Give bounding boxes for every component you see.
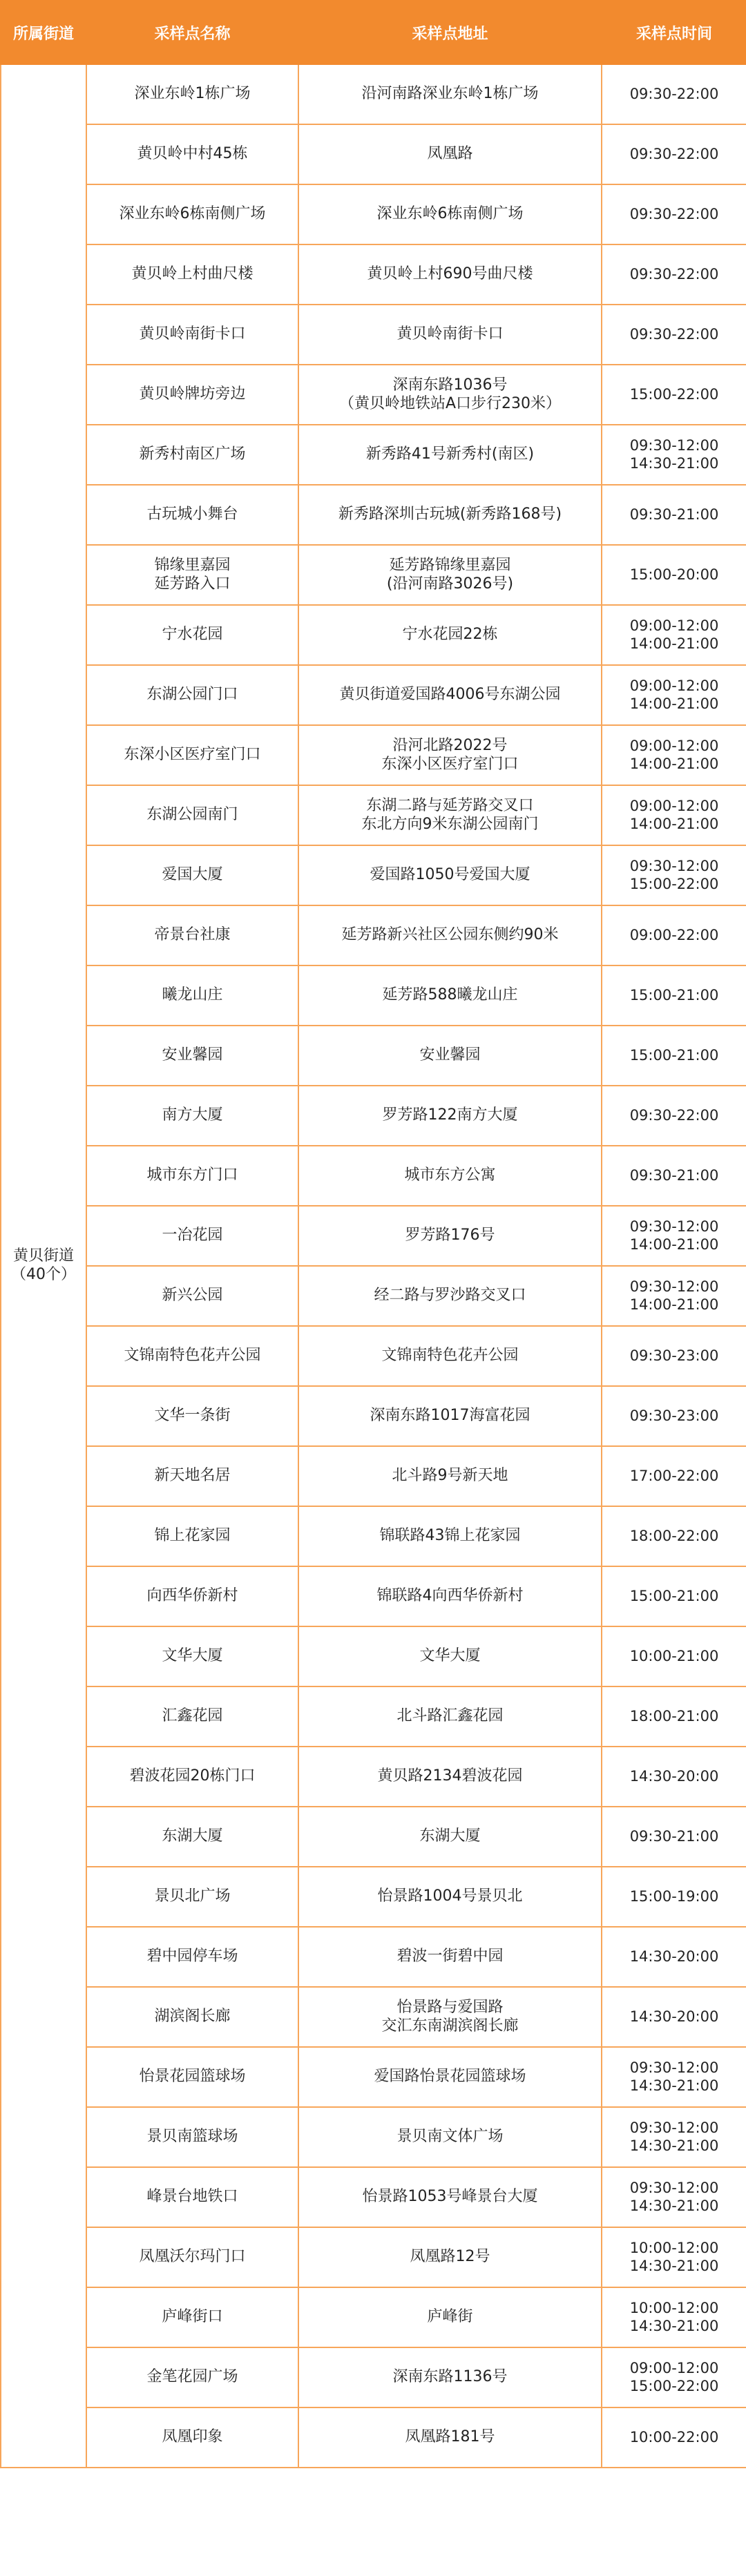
site-time-cell: 09:30-21:00 bbox=[602, 1807, 746, 1867]
site-address-cell: 东湖二路与延芳路交叉口 东北方向9米东湖公园南门 bbox=[298, 785, 602, 845]
site-time-cell: 09:00-12:00 14:00-21:00 bbox=[602, 725, 746, 785]
site-time-cell: 09:30-22:00 bbox=[602, 184, 746, 244]
site-time-cell: 10:00-12:00 14:30-21:00 bbox=[602, 2287, 746, 2347]
site-time-cell: 15:00-21:00 bbox=[602, 1566, 746, 1626]
site-time-cell: 09:30-22:00 bbox=[602, 124, 746, 184]
site-name-cell: 宁水花园 bbox=[86, 605, 298, 665]
site-address-cell: 锦联路43锦上花家园 bbox=[298, 1506, 602, 1566]
table-row bbox=[1, 1987, 746, 2047]
site-time-cell: 09:30-22:00 bbox=[602, 244, 746, 305]
site-time-cell: 09:00-12:00 14:00-21:00 bbox=[602, 665, 746, 725]
table-row bbox=[1, 1626, 746, 1686]
site-time-cell: 18:00-21:00 bbox=[602, 1686, 746, 1747]
table-row bbox=[1, 1446, 746, 1506]
table-row bbox=[1, 2407, 746, 2468]
site-name-cell: 一冶花园 bbox=[86, 1206, 298, 1266]
site-time-cell: 15:00-21:00 bbox=[602, 965, 746, 1026]
site-name-cell: 怡景花园篮球场 bbox=[86, 2047, 298, 2107]
site-time-cell: 09:30-12:00 14:00-21:00 bbox=[602, 1206, 746, 1266]
site-time-cell: 09:30-12:00 14:30-21:00 bbox=[602, 425, 746, 485]
header-site-time: 采样点时间 bbox=[602, 1, 746, 64]
site-name-cell: 文华一条街 bbox=[86, 1386, 298, 1446]
site-time-cell: 14:30-20:00 bbox=[602, 1747, 746, 1807]
site-address-cell: 宁水花园22栋 bbox=[298, 605, 602, 665]
site-address-cell: 黄贝街道爱国路4006号东湖公园 bbox=[298, 665, 602, 725]
site-time-cell: 15:00-20:00 bbox=[602, 545, 746, 605]
site-name-cell: 向西华侨新村 bbox=[86, 1566, 298, 1626]
site-address-cell: 深业东岭6栋南侧广场 bbox=[298, 184, 602, 244]
site-address-cell: 深南东路1017海富花园 bbox=[298, 1386, 602, 1446]
site-address-cell: 黄贝岭上村690号曲尺楼 bbox=[298, 244, 602, 305]
site-name-cell: 凤凰印象 bbox=[86, 2407, 298, 2468]
table-row bbox=[1, 485, 746, 545]
table-row bbox=[1, 124, 746, 184]
site-address-cell: 怡景路1053号峰景台大厦 bbox=[298, 2167, 602, 2227]
site-name-cell: 深业东岭6栋南侧广场 bbox=[86, 184, 298, 244]
table-row bbox=[1, 905, 746, 965]
site-time-cell: 14:30-20:00 bbox=[602, 1927, 746, 1987]
site-time-cell: 09:00-12:00 14:00-21:00 bbox=[602, 605, 746, 665]
site-name-cell: 锦上花家园 bbox=[86, 1506, 298, 1566]
site-time-cell: 18:00-22:00 bbox=[602, 1506, 746, 1566]
table-row bbox=[1, 1086, 746, 1146]
table-row bbox=[1, 2227, 746, 2287]
site-name-cell: 黄贝岭中村45栋 bbox=[86, 124, 298, 184]
site-name-cell: 新秀村南区广场 bbox=[86, 425, 298, 485]
site-name-cell: 东湖公园南门 bbox=[86, 785, 298, 845]
table-row bbox=[1, 2167, 746, 2227]
site-time-cell: 09:30-22:00 bbox=[602, 64, 746, 124]
site-address-cell: 凤凰路181号 bbox=[298, 2407, 602, 2468]
site-address-cell: 爱国路1050号爱国大厦 bbox=[298, 845, 602, 905]
header-site-address: 采样点地址 bbox=[298, 1, 602, 64]
site-address-cell: 凤凰路12号 bbox=[298, 2227, 602, 2287]
site-time-cell: 09:30-23:00 bbox=[602, 1386, 746, 1446]
table-row bbox=[1, 1206, 746, 1266]
table-row bbox=[1, 725, 746, 785]
site-time-cell: 09:30-21:00 bbox=[602, 485, 746, 545]
site-address-cell: 罗芳路122南方大厦 bbox=[298, 1086, 602, 1146]
site-address-cell: 深南东路1036号 （黄贝岭地铁站A口步行230米） bbox=[298, 365, 602, 425]
header-row bbox=[1, 1, 746, 64]
table-row bbox=[1, 1807, 746, 1867]
site-name-cell: 东湖公园门口 bbox=[86, 665, 298, 725]
table-row bbox=[1, 1867, 746, 1927]
site-name-cell: 景贝北广场 bbox=[86, 1867, 298, 1927]
table-row bbox=[1, 665, 746, 725]
table-row bbox=[1, 2047, 746, 2107]
table-row bbox=[1, 965, 746, 1026]
header-site-name: 采样点名称 bbox=[86, 1, 298, 64]
table-row bbox=[1, 244, 746, 305]
site-address-cell: 延芳路新兴社区公园东侧约90米 bbox=[298, 905, 602, 965]
site-name-cell: 凤凰沃尔玛门口 bbox=[86, 2227, 298, 2287]
site-name-cell: 文华大厦 bbox=[86, 1626, 298, 1686]
table-row bbox=[1, 1686, 746, 1747]
table-row bbox=[1, 2287, 746, 2347]
table-row bbox=[1, 365, 746, 425]
site-time-cell: 10:00-21:00 bbox=[602, 1626, 746, 1686]
table-row bbox=[1, 184, 746, 244]
site-address-cell: 碧波一街碧中园 bbox=[298, 1927, 602, 1987]
table-header bbox=[1, 1, 746, 64]
site-time-cell: 09:30-23:00 bbox=[602, 1326, 746, 1386]
site-name-cell: 古玩城小舞台 bbox=[86, 485, 298, 545]
site-time-cell: 09:30-22:00 bbox=[602, 305, 746, 365]
site-time-cell: 09:30-12:00 15:00-22:00 bbox=[602, 845, 746, 905]
site-name-cell: 金笔花园广场 bbox=[86, 2347, 298, 2407]
site-name-cell: 碧中园停车场 bbox=[86, 1927, 298, 1987]
site-name-cell: 黄贝岭南街卡口 bbox=[86, 305, 298, 365]
site-address-cell: 延芳路588曦龙山庄 bbox=[298, 965, 602, 1026]
site-name-cell: 东深小区医疗室门口 bbox=[86, 725, 298, 785]
site-time-cell: 10:00-12:00 14:30-21:00 bbox=[602, 2227, 746, 2287]
site-time-cell: 15:00-19:00 bbox=[602, 1867, 746, 1927]
table-body bbox=[1, 64, 746, 2468]
site-time-cell: 09:30-22:00 bbox=[602, 1086, 746, 1146]
table-row bbox=[1, 1927, 746, 1987]
site-time-cell: 09:30-12:00 14:30-21:00 bbox=[602, 2167, 746, 2227]
site-time-cell: 09:00-12:00 15:00-22:00 bbox=[602, 2347, 746, 2407]
table-row bbox=[1, 1266, 746, 1326]
table-row bbox=[1, 64, 746, 124]
site-name-cell: 锦缘里嘉园 延芳路入口 bbox=[86, 545, 298, 605]
site-time-cell: 09:30-21:00 bbox=[602, 1146, 746, 1206]
site-address-cell: 爱国路怡景花园篮球场 bbox=[298, 2047, 602, 2107]
site-address-cell: 庐峰街 bbox=[298, 2287, 602, 2347]
site-address-cell: 城市东方公寓 bbox=[298, 1146, 602, 1206]
site-address-cell: 景贝南文体广场 bbox=[298, 2107, 602, 2167]
table-row bbox=[1, 2107, 746, 2167]
site-name-cell: 安业馨园 bbox=[86, 1026, 298, 1086]
site-address-cell: 怡景路与爱国路 交汇东南湖滨阁长廊 bbox=[298, 1987, 602, 2047]
site-time-cell: 15:00-21:00 bbox=[602, 1026, 746, 1086]
site-time-cell: 15:00-22:00 bbox=[602, 365, 746, 425]
site-name-cell: 南方大厦 bbox=[86, 1086, 298, 1146]
site-address-cell: 黄贝岭南街卡口 bbox=[298, 305, 602, 365]
site-time-cell: 09:30-12:00 14:30-21:00 bbox=[602, 2047, 746, 2107]
site-time-cell: 14:30-20:00 bbox=[602, 1987, 746, 2047]
site-name-cell: 帝景台社康 bbox=[86, 905, 298, 965]
site-address-cell: 锦联路4向西华侨新村 bbox=[298, 1566, 602, 1626]
table-row bbox=[1, 845, 746, 905]
table-row bbox=[1, 545, 746, 605]
site-address-cell: 深南东路1136号 bbox=[298, 2347, 602, 2407]
site-address-cell: 新秀路41号新秀村(南区) bbox=[298, 425, 602, 485]
table-row bbox=[1, 1386, 746, 1446]
site-time-cell: 09:30-12:00 14:30-21:00 bbox=[602, 2107, 746, 2167]
site-address-cell: 文华大厦 bbox=[298, 1626, 602, 1686]
site-name-cell: 黄贝岭上村曲尺楼 bbox=[86, 244, 298, 305]
site-name-cell: 新天地名居 bbox=[86, 1446, 298, 1506]
site-name-cell: 黄贝岭牌坊旁边 bbox=[86, 365, 298, 425]
site-time-cell: 17:00-22:00 bbox=[602, 1446, 746, 1506]
table-row bbox=[1, 1506, 746, 1566]
site-address-cell: 沿河南路深业东岭1栋广场 bbox=[298, 64, 602, 124]
site-name-cell: 峰景台地铁口 bbox=[86, 2167, 298, 2227]
site-address-cell: 罗芳路176号 bbox=[298, 1206, 602, 1266]
site-time-cell: 09:00-22:00 bbox=[602, 905, 746, 965]
table-row bbox=[1, 1747, 746, 1807]
site-name-cell: 东湖大厦 bbox=[86, 1807, 298, 1867]
site-name-cell: 庐峰街口 bbox=[86, 2287, 298, 2347]
table-row bbox=[1, 1566, 746, 1626]
street-cell: 黄贝街道 （40个） bbox=[1, 64, 86, 2468]
header-street: 所属街道 bbox=[1, 1, 86, 64]
site-name-cell: 新兴公园 bbox=[86, 1266, 298, 1326]
site-time-cell: 09:00-12:00 14:00-21:00 bbox=[602, 785, 746, 845]
site-name-cell: 爱国大厦 bbox=[86, 845, 298, 905]
table-row bbox=[1, 425, 746, 485]
site-name-cell: 深业东岭1栋广场 bbox=[86, 64, 298, 124]
site-address-cell: 文锦南特色花卉公园 bbox=[298, 1326, 602, 1386]
site-address-cell: 新秀路深圳古玩城(新秀路168号) bbox=[298, 485, 602, 545]
site-name-cell: 城市东方门口 bbox=[86, 1146, 298, 1206]
site-name-cell: 文锦南特色花卉公园 bbox=[86, 1326, 298, 1386]
site-time-cell: 10:00-22:00 bbox=[602, 2407, 746, 2468]
table-row bbox=[1, 1146, 746, 1206]
site-address-cell: 黄贝路2134碧波花园 bbox=[298, 1747, 602, 1807]
site-address-cell: 怡景路1004号景贝北 bbox=[298, 1867, 602, 1927]
site-address-cell: 凤凰路 bbox=[298, 124, 602, 184]
table-row bbox=[1, 305, 746, 365]
site-name-cell: 曦龙山庄 bbox=[86, 965, 298, 1026]
table-row bbox=[1, 1326, 746, 1386]
site-name-cell: 湖滨阁长廊 bbox=[86, 1987, 298, 2047]
table-row bbox=[1, 785, 746, 845]
site-address-cell: 安业馨园 bbox=[298, 1026, 602, 1086]
site-address-cell: 东湖大厦 bbox=[298, 1807, 602, 1867]
site-address-cell: 北斗路9号新天地 bbox=[298, 1446, 602, 1506]
table-row bbox=[1, 1026, 746, 1086]
site-name-cell: 景贝南篮球场 bbox=[86, 2107, 298, 2167]
site-address-cell: 延芳路锦缘里嘉园 (沿河南路3026号) bbox=[298, 545, 602, 605]
site-address-cell: 北斗路汇鑫花园 bbox=[298, 1686, 602, 1747]
site-address-cell: 沿河北路2022号 东深小区医疗室门口 bbox=[298, 725, 602, 785]
site-time-cell: 09:30-12:00 14:00-21:00 bbox=[602, 1266, 746, 1326]
table-row bbox=[1, 2347, 746, 2407]
site-name-cell: 碧波花园20栋门口 bbox=[86, 1747, 298, 1807]
table-row bbox=[1, 605, 746, 665]
site-address-cell: 经二路与罗沙路交叉口 bbox=[298, 1266, 602, 1326]
site-name-cell: 汇鑫花园 bbox=[86, 1686, 298, 1747]
